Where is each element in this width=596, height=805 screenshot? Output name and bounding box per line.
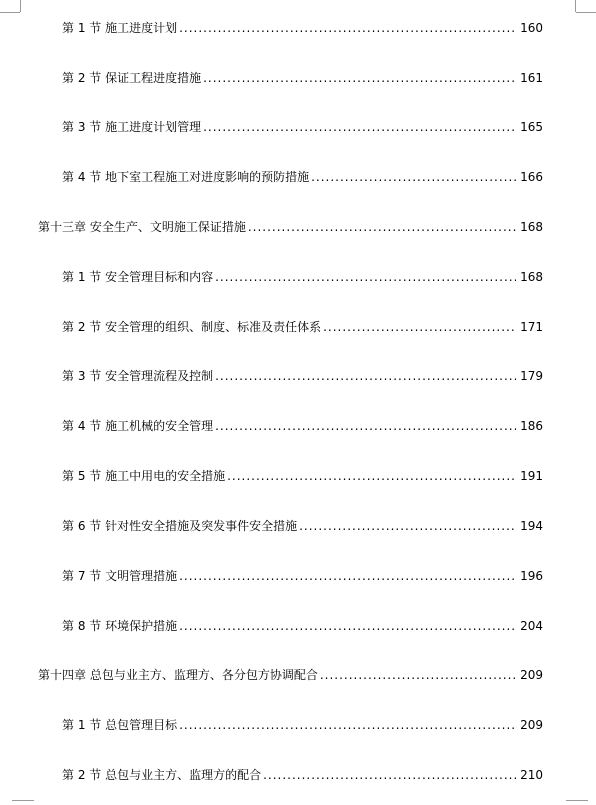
toc-entry-page-number: 165 [520,120,543,134]
toc-entry-page-number: 179 [520,369,543,383]
toc-entry-label: 第 4 节 施工机械的安全管理 [62,419,214,433]
toc-entry-page-number: 209 [520,668,543,682]
toc-entry-page-number: 171 [520,320,543,334]
dot-leader [311,167,516,187]
toc-entry-page-number: 209 [520,718,543,732]
toc-entry[interactable] [62,117,543,137]
toc-entry[interactable] [62,616,543,636]
toc-chapter-entry[interactable] [38,217,543,237]
toc-entry[interactable] [62,466,543,486]
crop-mark-top-left-horizontal [0,12,20,13]
toc-entry[interactable] [62,18,543,38]
dot-leader [203,117,516,137]
toc-entry[interactable] [62,317,543,337]
toc-entry-page-number: 191 [520,469,543,483]
toc-entry-page-number: 161 [520,71,543,85]
toc-entry-label: 第 5 节 施工中用电的安全措施 [62,469,226,483]
crop-mark-top-left-vertical [20,0,21,12]
dot-leader [179,18,516,38]
toc-entry[interactable] [62,566,543,586]
toc-chapter-entry[interactable] [38,665,543,685]
dot-leader [323,317,516,337]
toc-entry-label: 第 6 节 针对性安全措施及突发事件安全措施 [62,519,298,533]
toc-entry-label: 第十三章 安全生产、文明施工保证措施 [38,220,246,234]
toc-entry-label: 第 1 节 施工进度计划 [62,21,178,35]
toc-entry-label: 第 1 节 总包管理目标 [62,718,178,732]
toc-entry-label: 第 2 节 总包与业主方、监理方的配合 [62,768,262,782]
toc-entry-page-number: 168 [520,220,543,234]
toc-entry[interactable] [62,416,543,436]
toc-entry[interactable] [62,765,543,785]
toc-entry-label: 第 2 节 安全管理的组织、制度、标准及责任体系 [62,320,322,334]
toc-entry-page-number: 168 [520,270,543,284]
dot-leader [179,715,516,735]
dot-leader [179,566,516,586]
dot-leader [179,616,516,636]
toc-entry-label: 第 3 节 施工进度计划管理 [62,120,202,134]
dot-leader [248,217,516,237]
toc-entry-page-number: 210 [520,768,543,782]
toc-entry-page-number: 194 [520,519,543,533]
dot-leader [215,267,516,287]
toc-entry-page-number: 160 [520,21,543,35]
dot-leader [299,516,516,536]
toc-entry[interactable] [62,167,543,187]
toc-entry[interactable] [62,366,543,386]
toc-entry-page-number: 204 [520,619,543,633]
toc-entry[interactable] [62,715,543,735]
toc-entry-label: 第 4 节 地下室工程施工对进度影响的预防措施 [62,170,310,184]
crop-mark-top-right-vertical [575,0,576,12]
toc-entry[interactable] [62,516,543,536]
toc-entry-label: 第 2 节 保证工程进度措施 [62,71,202,85]
toc-entry-label: 第 3 节 安全管理流程及控制 [62,369,214,383]
toc-entry[interactable] [62,267,543,287]
toc-entry-label: 第 8 节 环境保护措施 [62,619,178,633]
toc-entry-label: 第 1 节 安全管理目标和内容 [62,270,214,284]
toc-entry-label: 第十四章 总包与业主方、监理方、各分包方协调配合 [38,668,318,682]
toc-entry-page-number: 166 [520,170,543,184]
crop-mark-bottom-right [566,800,588,801]
dot-leader [215,366,516,386]
crop-mark-top-right-horizontal [576,12,596,13]
dot-leader [203,68,516,88]
crop-mark-bottom-left [12,800,34,801]
dot-leader [320,665,516,685]
toc-entry-label: 第 7 节 文明管理措施 [62,569,178,583]
dot-leader [215,416,516,436]
dot-leader [227,466,516,486]
toc-entry[interactable] [62,68,543,88]
toc-entry-page-number: 196 [520,569,543,583]
dot-leader [263,765,516,785]
toc-entry-page-number: 186 [520,419,543,433]
